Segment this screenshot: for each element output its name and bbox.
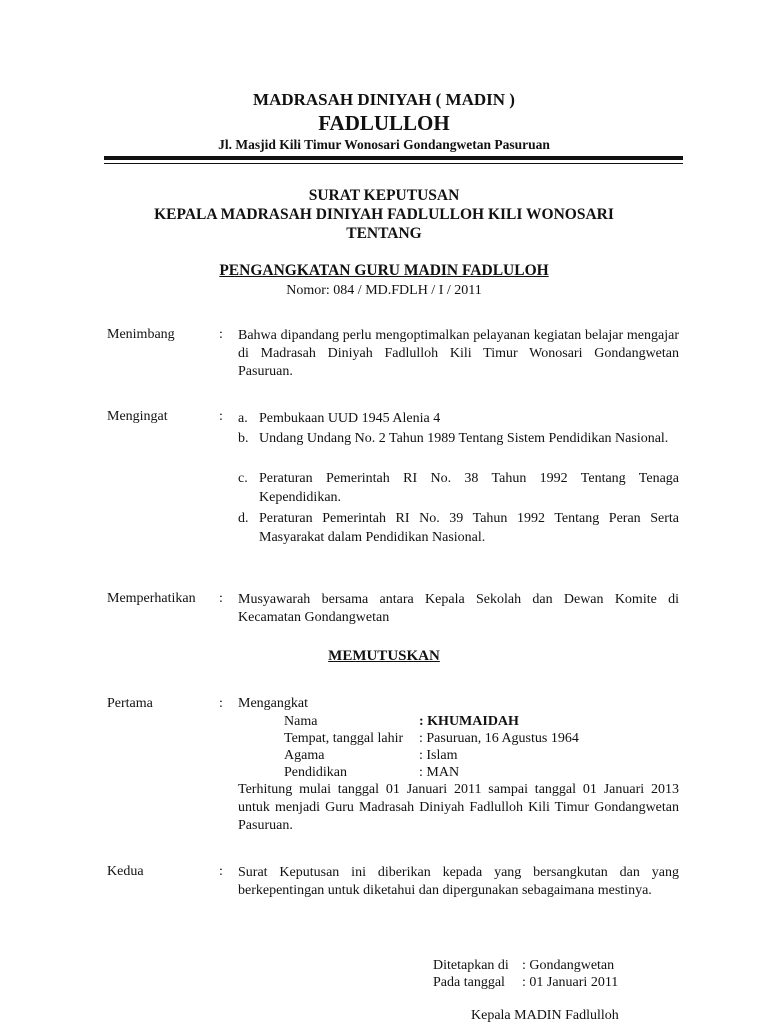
memutuskan-heading: MEMUTUSKAN	[328, 648, 440, 664]
field-key-ttl: Tempat, tanggal lahir	[284, 731, 404, 746]
mengingat-label: Mengingat	[107, 409, 168, 424]
signatory-title: Kepala MADIN Fadlulloh	[471, 1008, 619, 1023]
ditetapkan-value: : Gondangwetan	[522, 958, 615, 973]
decree-title: SURAT KEPUTUSAN	[308, 187, 460, 204]
memperhatikan-label: Memperhatikan	[107, 591, 196, 606]
header-divider-thick	[104, 156, 683, 160]
field-key-nama: Nama	[284, 714, 318, 729]
menimbang-text: Bahwa dipandang perlu mengoptimalkan pelayanan kegiatan belajar mengajar di Madrasah Diniyah Fadlulloh Kili Timur Wonosari Gondangwetan Pasuruan.	[238, 328, 679, 379]
field-key-agama: Agama	[284, 748, 325, 763]
decree-tentang: TENTANG	[346, 225, 422, 242]
list-text: Pembukaan UUD 1945 Alenia 4	[259, 411, 441, 426]
list-text: Peraturan Pemerintah RI No. 38 Tahun 1992 Tentang Tenaga Kependidikan.	[259, 471, 679, 505]
decree-subject: PENGANGKATAN GURU MADIN FADLULOH	[219, 262, 549, 279]
mengingat-colon: :	[219, 409, 223, 424]
field-value-ttl: : Pasuruan, 16 Agustus 1964	[419, 731, 579, 746]
list-text: Undang Undang No. 2 Tahun 1989 Tentang Sistem Pendidikan Nasional.	[259, 431, 669, 446]
memperhatikan-colon: :	[219, 591, 223, 606]
decree-issuer: KEPALA MADRASAH DINIYAH FADLULLOH KILI WONOSARI	[154, 206, 614, 223]
field-value-agama: : Islam	[419, 748, 458, 763]
ditetapkan-label: Ditetapkan di	[433, 958, 509, 973]
list-letter: b.	[238, 431, 249, 446]
field-value-nama: : KHUMAIDAH	[419, 714, 519, 729]
list-text: Peraturan Pemerintah RI No. 39 Tahun 1992 Tentang Peran Serta Masyarakat dalam Pendidikan Nasional.	[259, 511, 679, 545]
tanggal-value: : 01 Januari 2011	[522, 975, 619, 990]
menimbang-colon: :	[219, 327, 223, 342]
field-key-pendidikan: Pendidikan	[284, 765, 347, 780]
kedua-colon: :	[219, 864, 223, 879]
list-letter: d.	[238, 511, 249, 526]
pertama-intro: Mengangkat	[238, 696, 308, 711]
decree-number: Nomor: 084 / MD.FDLH / I / 2011	[286, 283, 482, 298]
list-letter: a.	[238, 411, 248, 426]
field-value-pendidikan: : MAN	[419, 765, 460, 780]
school-name: MADRASAH DINIYAH ( MADIN )	[253, 90, 515, 109]
pertama-label: Pertama	[107, 696, 153, 711]
school-address: Jl. Masjid Kili Timur Wonosari Gondangwetan Pasuruan	[218, 137, 550, 152]
pertama-text: Terhitung mulai tanggal 01 Januari 2011 sampai tanggal 01 Januari 2013 untuk menjadi Guru Madrasah Diniyah Fadlulloh Kili Timur Gondangwetan Pasuruan.	[238, 782, 679, 833]
memperhatikan-text: Musyawarah bersama antara Kepala Sekolah dan Dewan Komite di Kecamatan Gondangwetan	[238, 592, 679, 625]
menimbang-label: Menimbang	[107, 327, 175, 342]
tanggal-label: Pada tanggal	[433, 975, 505, 990]
kedua-text: Surat Keputusan ini diberikan kepada yang bersangkutan dan yang berkepentingan untuk diketahui dan dipergunakan sebagaimana mestinya.	[238, 865, 679, 898]
kedua-label: Kedua	[107, 864, 144, 879]
school-name-fadlulloh: FADLULLOH	[318, 111, 450, 135]
pertama-colon: :	[219, 696, 223, 711]
header-divider-thin	[104, 163, 683, 164]
list-letter: c.	[238, 471, 248, 486]
